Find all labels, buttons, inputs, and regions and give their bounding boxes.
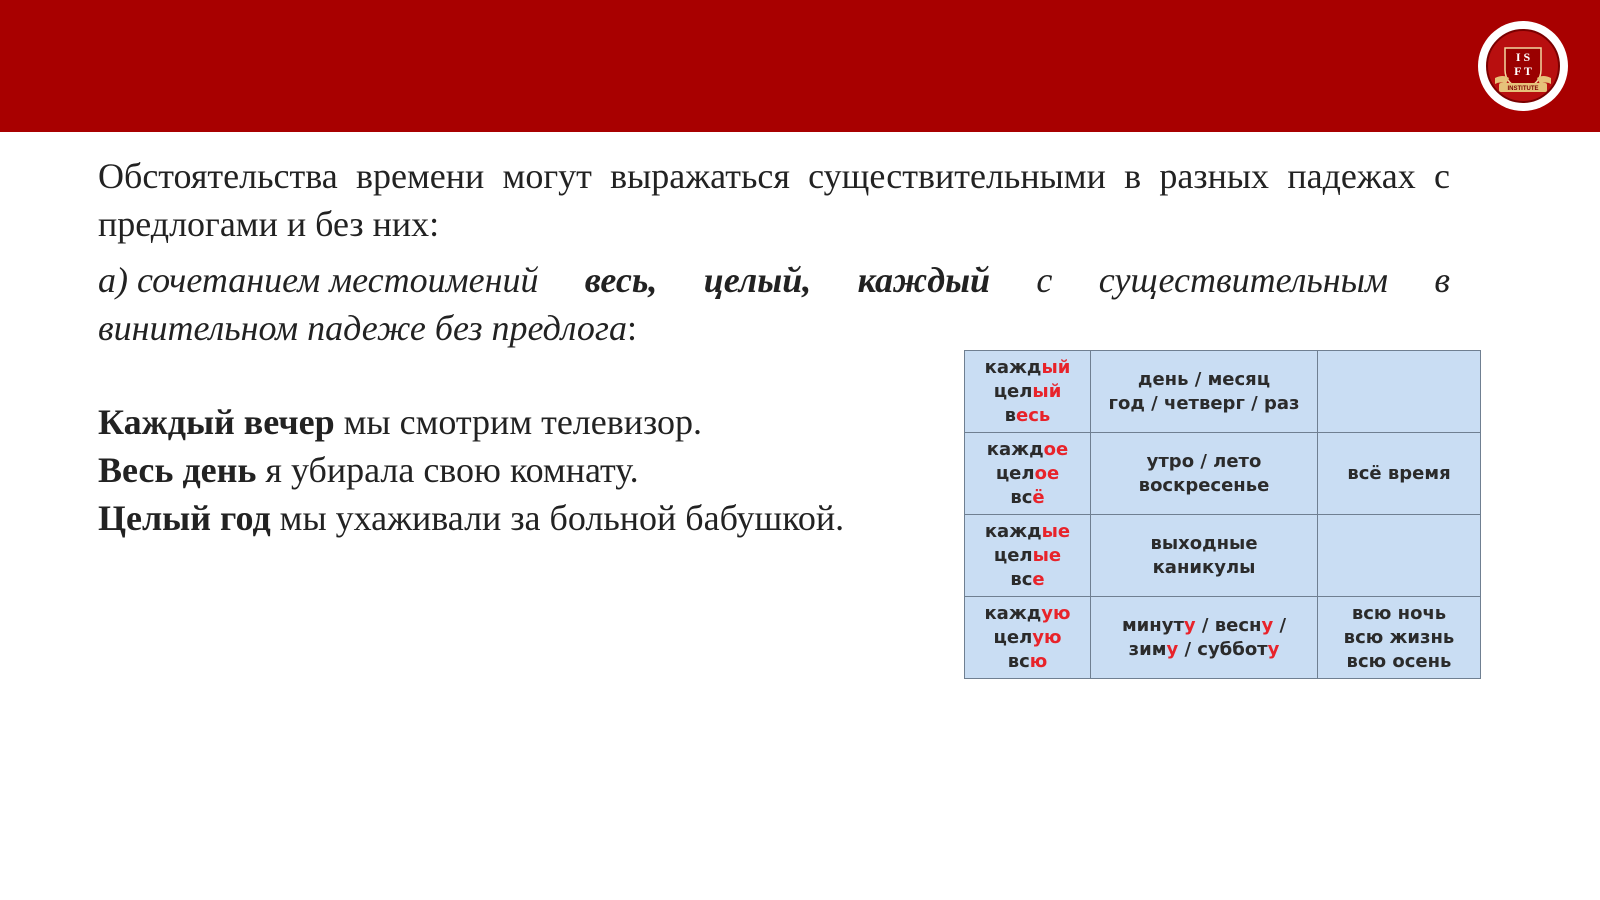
pronoun-kazhdyi: каждый bbox=[857, 260, 991, 300]
pronoun-cell: каждые целые все bbox=[965, 515, 1091, 597]
pronoun-cell: каждую целую всю bbox=[965, 597, 1091, 679]
crest-icon bbox=[1483, 26, 1563, 106]
example-rest: мы смотрим телевизор. bbox=[334, 402, 703, 442]
point-a-colon: : bbox=[626, 308, 637, 348]
point-a-prefix: а) сочетанием местоимений bbox=[98, 260, 539, 300]
example-sentence bbox=[98, 494, 938, 542]
pronoun-tselyi: целый, bbox=[703, 260, 812, 300]
example-bold: Каждый вечер bbox=[98, 402, 335, 442]
endings-table bbox=[964, 350, 1481, 679]
table-row bbox=[965, 351, 1481, 433]
table-row bbox=[965, 597, 1481, 679]
svg-text:I S: I S bbox=[1515, 50, 1531, 64]
table-row bbox=[965, 433, 1481, 515]
examples-list bbox=[98, 398, 938, 542]
example-bold: Целый год bbox=[98, 498, 271, 538]
pronoun-ves: весь, bbox=[584, 260, 658, 300]
point-a-word-s: с bbox=[1036, 260, 1053, 300]
noun-cell: день / месяц год / четверг / раз bbox=[1091, 351, 1318, 433]
intro-paragraph: Обстоятельства времени могут выражаться существительными в разных падежах с предлогами и без них: bbox=[98, 156, 1450, 244]
example-rest: я убирала свою комнату. bbox=[256, 450, 639, 490]
example-cell: всё время bbox=[1318, 433, 1481, 515]
header-bar bbox=[0, 0, 1600, 132]
point-a-line2: винительном падеже без предлога bbox=[98, 308, 627, 348]
point-a-word-v: в bbox=[1434, 260, 1450, 300]
example-cell bbox=[1318, 351, 1481, 433]
svg-text:F T: F T bbox=[1514, 64, 1532, 78]
table-row bbox=[965, 515, 1481, 597]
example-cell: всю ночь всю жизнь всю осень bbox=[1318, 597, 1481, 679]
institute-logo bbox=[1478, 21, 1568, 111]
example-cell bbox=[1318, 515, 1481, 597]
pronoun-cell: каждый целый весь bbox=[965, 351, 1091, 433]
point-a bbox=[98, 256, 1450, 352]
noun-cell: утро / лето воскресенье bbox=[1091, 433, 1318, 515]
svg-text:INSTITUTE: INSTITUTE bbox=[1507, 86, 1539, 92]
noun-cell: выходные каникулы bbox=[1091, 515, 1318, 597]
noun-cell: минуту / весну / зиму / субботу bbox=[1091, 597, 1318, 679]
example-rest: мы ухаживали за больной бабушкой. bbox=[270, 498, 845, 538]
example-sentence bbox=[98, 446, 938, 494]
example-bold: Весь день bbox=[98, 450, 257, 490]
example-sentence bbox=[98, 398, 938, 446]
pronoun-cell: каждое целое всё bbox=[965, 433, 1091, 515]
point-a-word-noun: существительным bbox=[1098, 260, 1388, 300]
